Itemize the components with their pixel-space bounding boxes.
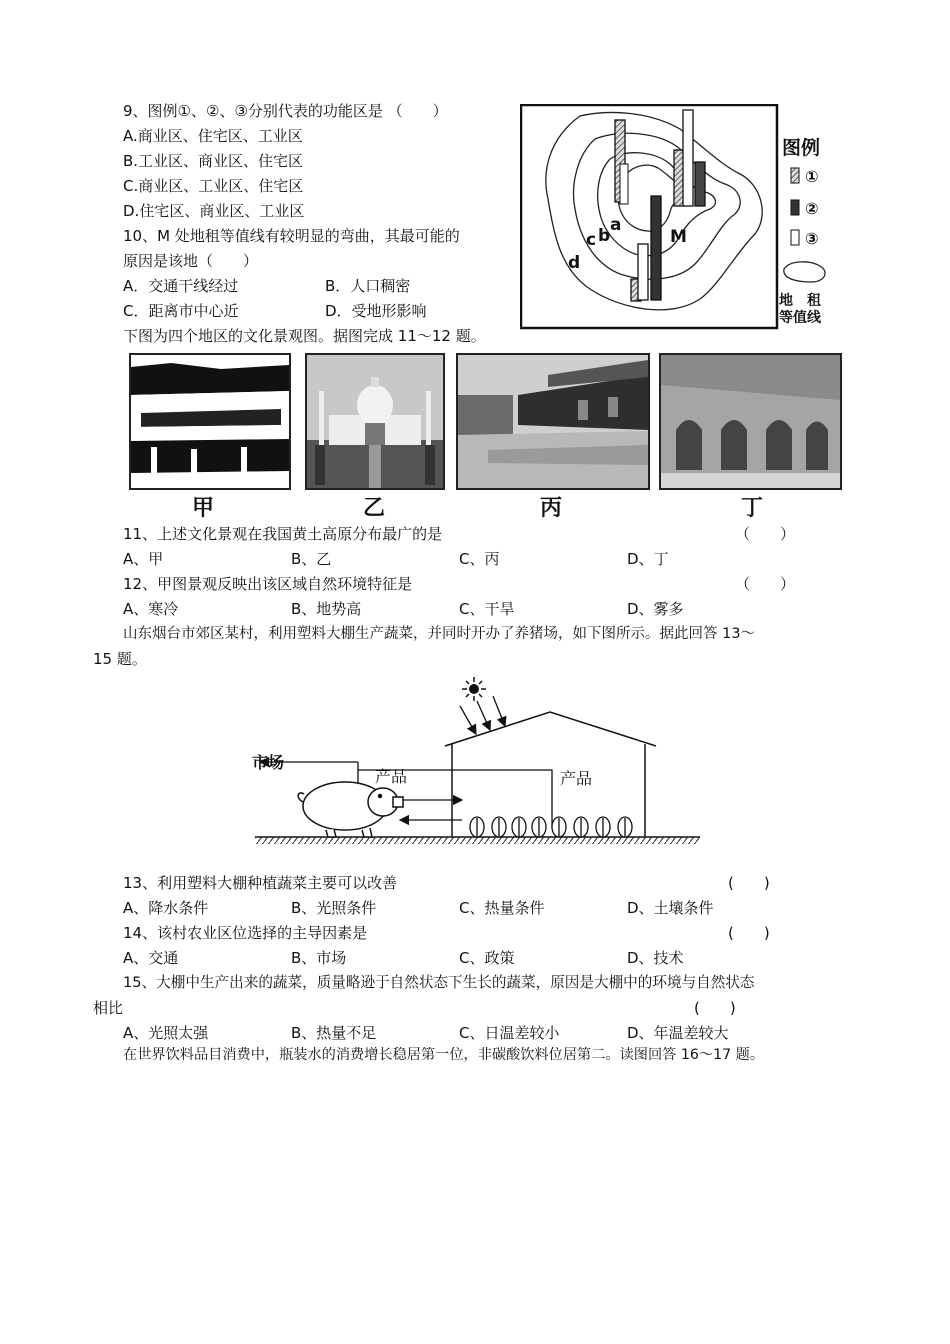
q9-option-c: C.商业区、工业区、住宅区 [123, 177, 304, 195]
q12-stem: 12、甲图景观反映出该区域自然环境特征是 [123, 575, 413, 593]
photo-label-ding: 丁 [741, 495, 764, 521]
q9-option-d: D.住宅区、商业区、工业区 [123, 202, 305, 220]
q13-option-a: A、降水条件 [123, 899, 209, 917]
q10-option-b: B．人口稠密 [325, 277, 411, 295]
bar-2-a [651, 196, 661, 300]
q15-option-b: B、热量不足 [291, 1024, 377, 1042]
sun-icon [462, 677, 486, 701]
q15-option-a: A、光照太强 [123, 1024, 209, 1042]
q14-answer-paren: ( ) [728, 924, 770, 942]
point-label-c: c [586, 230, 597, 250]
q15-answer-paren: ( ) [694, 999, 736, 1017]
q11-option-c: C、丙 [459, 550, 500, 568]
photo-label-yi: 乙 [363, 495, 386, 521]
q15-stem-line2: 相比 [93, 999, 124, 1017]
q10-stem-line2: 原因是该地（ ） [123, 252, 259, 270]
q12-answer-paren: （ ） [735, 575, 796, 593]
pig-icon [298, 782, 403, 837]
photo-ding [659, 353, 842, 490]
bar-3-b [638, 244, 648, 300]
point-label-b: b [598, 226, 611, 246]
q14-option-b: B、市场 [291, 949, 347, 967]
q9-option-a: A.商业区、住宅区、工业区 [123, 127, 303, 145]
bar-3-c [620, 164, 628, 204]
photo-jia [129, 353, 291, 490]
q12-option-c: C、干旱 [459, 600, 515, 618]
q12-option-a: A、寒冷 [123, 600, 179, 618]
q14-option-a: A、交通 [123, 949, 179, 967]
q14-option-d: D、技术 [627, 949, 684, 967]
legend-swatch-3 [791, 230, 799, 245]
q14-option-c: C、政策 [459, 949, 515, 967]
q13-option-d: D、土壤条件 [627, 899, 714, 917]
q15-option-d: D、年温差较大 [627, 1024, 729, 1042]
legend-swatch-1 [791, 168, 799, 183]
q13-option-b: B、光照条件 [291, 899, 377, 917]
bar-2-b [695, 162, 705, 206]
q15-option-c: C、日温差较小 [459, 1024, 560, 1042]
legend-title: 图例 [782, 137, 821, 159]
q9-option-b: B.工业区、商业区、住宅区 [123, 152, 304, 170]
q10-option-d: D．受地形影响 [325, 302, 427, 320]
product-label-left: 产品 [375, 767, 408, 786]
intro-13-15-line1: 山东烟台市郊区某村，利用塑料大棚生产蔬菜，并同时开办了养猪场，如下图所示。据此回答 13～ [123, 626, 756, 642]
legend-contour-symbol [784, 262, 825, 282]
bar-3-a [683, 110, 693, 206]
legend-label-1: ① [805, 167, 819, 186]
q14-stem: 14、该村农业区位选择的主导因素是 [123, 924, 368, 942]
q9-stem: 9、图例①、②、③分别代表的功能区是 （ ） [123, 102, 448, 120]
q10-option-a: A．交通干线经过 [123, 277, 239, 295]
land-rent-map [520, 104, 836, 330]
intro-16-17: 在世界饮料品目消费中，瓶装水的消费增长稳居第一位，非碳酸饮料位居第二。读图回答 16～17 题。 [123, 1047, 765, 1063]
legend-label-3: ③ [805, 229, 819, 248]
q11-option-b: B、乙 [291, 550, 332, 568]
legend-swatch-2 [791, 200, 799, 215]
photo-bing [456, 353, 650, 490]
photo-yi [305, 353, 445, 490]
q13-option-c: C、热量条件 [459, 899, 545, 917]
q11-stem: 11、上述文化景观在我国黄土高原分布最广的是 [123, 525, 443, 543]
q15-stem-line1: 15、大棚中生产出来的蔬菜，质量略逊于自然状态下生长的蔬菜，原因是大棚中的环境与自然状态 [123, 974, 755, 991]
q11-option-a: A、甲 [123, 550, 164, 568]
point-label-a: a [610, 215, 622, 235]
q13-stem: 13、利用塑料大棚种植蔬菜主要可以改善 [123, 874, 398, 892]
intro-13-15-line2: 15 题。 [93, 650, 147, 668]
point-label-m: M [670, 227, 687, 247]
q13-answer-paren: ( ) [728, 874, 770, 892]
greenhouse-pig-diagram [240, 674, 710, 850]
q11-answer-paren: （ ） [735, 525, 796, 543]
vegetable-row [470, 817, 632, 837]
q11-option-d: D、丁 [627, 550, 669, 568]
legend-contour-label1: 地 租 [779, 293, 821, 309]
point-label-d: d [568, 253, 581, 273]
q10-option-c: C．距离市中心近 [123, 302, 239, 320]
legend-label-2: ② [805, 199, 819, 218]
photo-label-bing: 丙 [540, 495, 563, 521]
q10-stem-line1: 10、M 处地租等值线有较明显的弯曲，其最可能的 [123, 227, 460, 245]
photo-label-jia: 甲 [192, 495, 215, 521]
q12-option-b: B、地势高 [291, 600, 362, 618]
market-label: 市场 [252, 753, 285, 772]
product-label-right: 产品 [560, 769, 593, 788]
q12-option-d: D、雾多 [627, 600, 684, 618]
legend-contour-label2: 等值线 [779, 310, 821, 326]
intro-11-12: 下图为四个地区的文化景观图。据图完成 11～12 题。 [123, 327, 486, 345]
